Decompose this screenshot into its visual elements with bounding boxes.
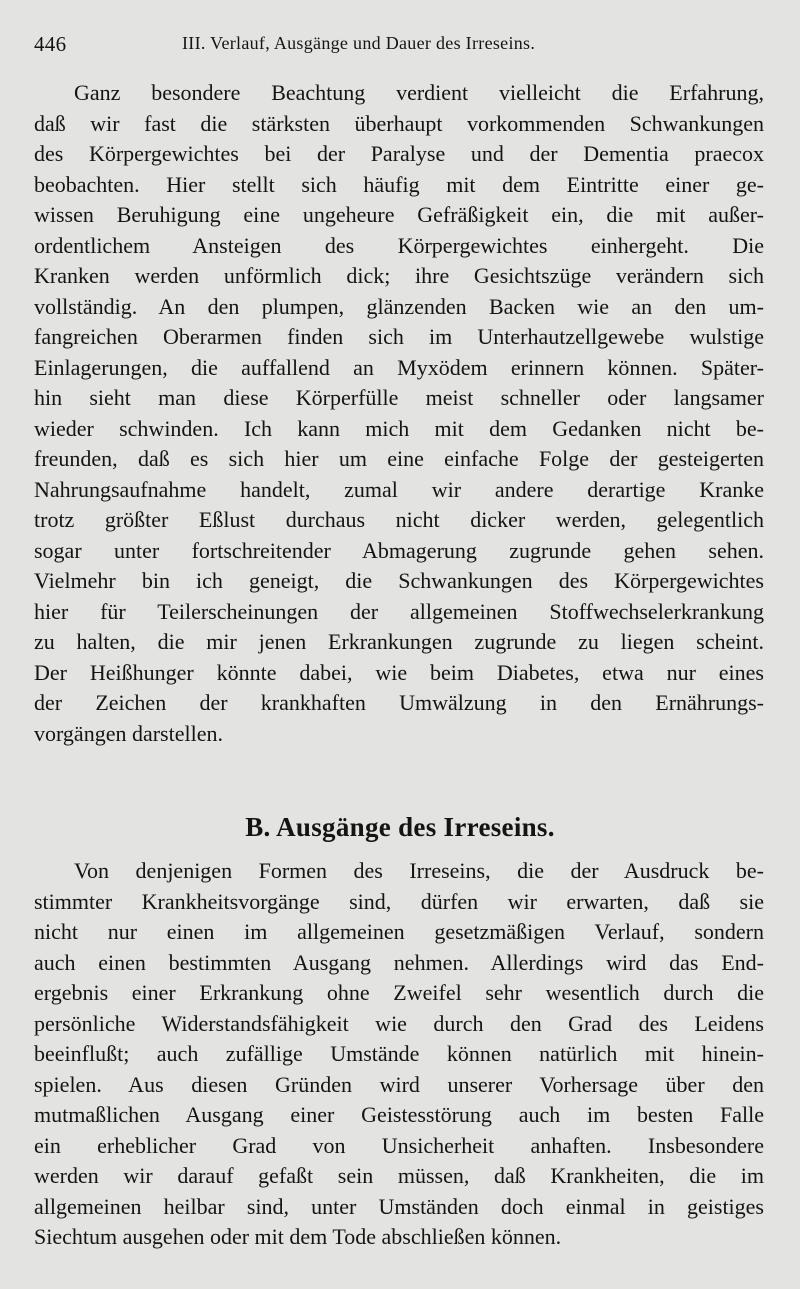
text-line: auch einen bestimmten Ausgang nehmen. Allerdings wird das End- bbox=[34, 949, 764, 975]
paragraph-outcomes bbox=[34, 856, 764, 1253]
paragraph-weight-fluctuations bbox=[34, 78, 764, 749]
text-line: Siechtum ausgehen oder mit dem Tode abschließen können. bbox=[34, 1224, 562, 1249]
text-line: vorgängen darstellen. bbox=[34, 720, 223, 746]
text-line: beobachten. Hier stellt sich häufig mit dem Eintritte einer ge- bbox=[34, 171, 764, 197]
text-line: Einlagerungen, die auffallend an Myxödem erinnern können. Später- bbox=[34, 354, 764, 380]
text-line: vollständig. An den plumpen, glänzenden Backen wie an den um- bbox=[34, 293, 764, 319]
text-line: freunden, daß es sich hier um eine einfache Folge der gesteigerten bbox=[34, 446, 764, 471]
text-line: beeinflußt; auch zufällige Umstände können natürlich mit hinein- bbox=[34, 1041, 764, 1066]
text-line: hin sieht man diese Körperfülle meist schneller oder langsamer bbox=[34, 385, 764, 410]
text-line: fangreichen Oberarmen finden sich im Unterhautzellgewebe wulstige bbox=[34, 324, 764, 349]
text-line: des Körpergewichtes bei der Paralyse und der Dementia praecox bbox=[34, 141, 764, 166]
text-line: persönliche Widerstandsfähigkeit wie durch den Grad des Leidens bbox=[34, 1010, 764, 1036]
text-line: sogar unter fortschreitender Abmagerung zugrunde gehen sehen. bbox=[34, 537, 764, 563]
text-line: nicht nur einen im allgemeinen gesetzmäßigen Verlauf, sondern bbox=[34, 919, 764, 944]
text-line: Vielmehr bin ich geneigt, die Schwankungen des Körpergewichtes bbox=[34, 568, 764, 593]
text-line: ordentlichem Ansteigen des Körpergewichtes einhergeht. Die bbox=[34, 232, 764, 258]
running-title: III. Verlauf, Ausgänge und Dauer des Irreseins. bbox=[182, 33, 536, 53]
text-line: werden wir darauf gefaßt sein müssen, daß Krankheiten, die im bbox=[34, 1163, 764, 1188]
page-number: 446 bbox=[34, 32, 67, 56]
text-line: ein erheblicher Grad von Unsicherheit anhaften. Insbesondere bbox=[34, 1132, 764, 1158]
text-line: Der Heißhunger könnte dabei, wie beim Diabetes, etwa nur eines bbox=[34, 659, 764, 685]
text-line: allgemeinen heilbar sind, unter Umständen doch einmal in geistiges bbox=[34, 1193, 764, 1219]
text-line: Von denjenigen Formen des Irreseins, die der Ausdruck be- bbox=[74, 858, 764, 883]
text-line: der Zeichen der krankhaften Umwälzung in den Ernährungs- bbox=[34, 690, 764, 715]
text-line: Nahrungsaufnahme handelt, zumal wir andere derartige Kranke bbox=[34, 476, 764, 502]
text-line: wieder schwinden. Ich kann mich mit dem Gedanken nicht be- bbox=[34, 415, 764, 441]
text-line: spielen. Aus diesen Gründen wird unserer Vorhersage über den bbox=[34, 1071, 764, 1097]
text-line: ergebnis einer Erkrankung ohne Zweifel sehr wesentlich durch die bbox=[34, 980, 764, 1005]
text-line: trotz größter Eßlust durchaus nicht dicker werden, gelegentlich bbox=[34, 507, 764, 532]
text-line: mutmaßlichen Ausgang einer Geistesstörung auch im besten Falle bbox=[34, 1102, 764, 1127]
text-line: stimmter Krankheitsvorgänge sind, dürfen wir erwarten, daß sie bbox=[34, 888, 764, 914]
text-line: daß wir fast die stärksten überhaupt vorkommenden Schwankungen bbox=[34, 110, 764, 136]
text-line: hier für Teilerscheinungen der allgemeinen Stoffwechselerkrankung bbox=[34, 598, 764, 624]
text-line: Ganz besondere Beachtung verdient vielleicht die Erfahrung, bbox=[74, 80, 764, 105]
section-heading: B. Ausgänge des Irreseins. bbox=[245, 812, 555, 842]
text-line: Kranken werden unförmlich dick; ihre Gesichtszüge verändern sich bbox=[34, 263, 764, 288]
running-header bbox=[34, 30, 760, 60]
text-line: zu halten, die mir jenen Erkrankungen zugrunde zu liegen scheint. bbox=[34, 629, 764, 654]
text-line: wissen Beruhigung eine ungeheure Gefräßigkeit ein, die mit außer- bbox=[34, 202, 764, 227]
